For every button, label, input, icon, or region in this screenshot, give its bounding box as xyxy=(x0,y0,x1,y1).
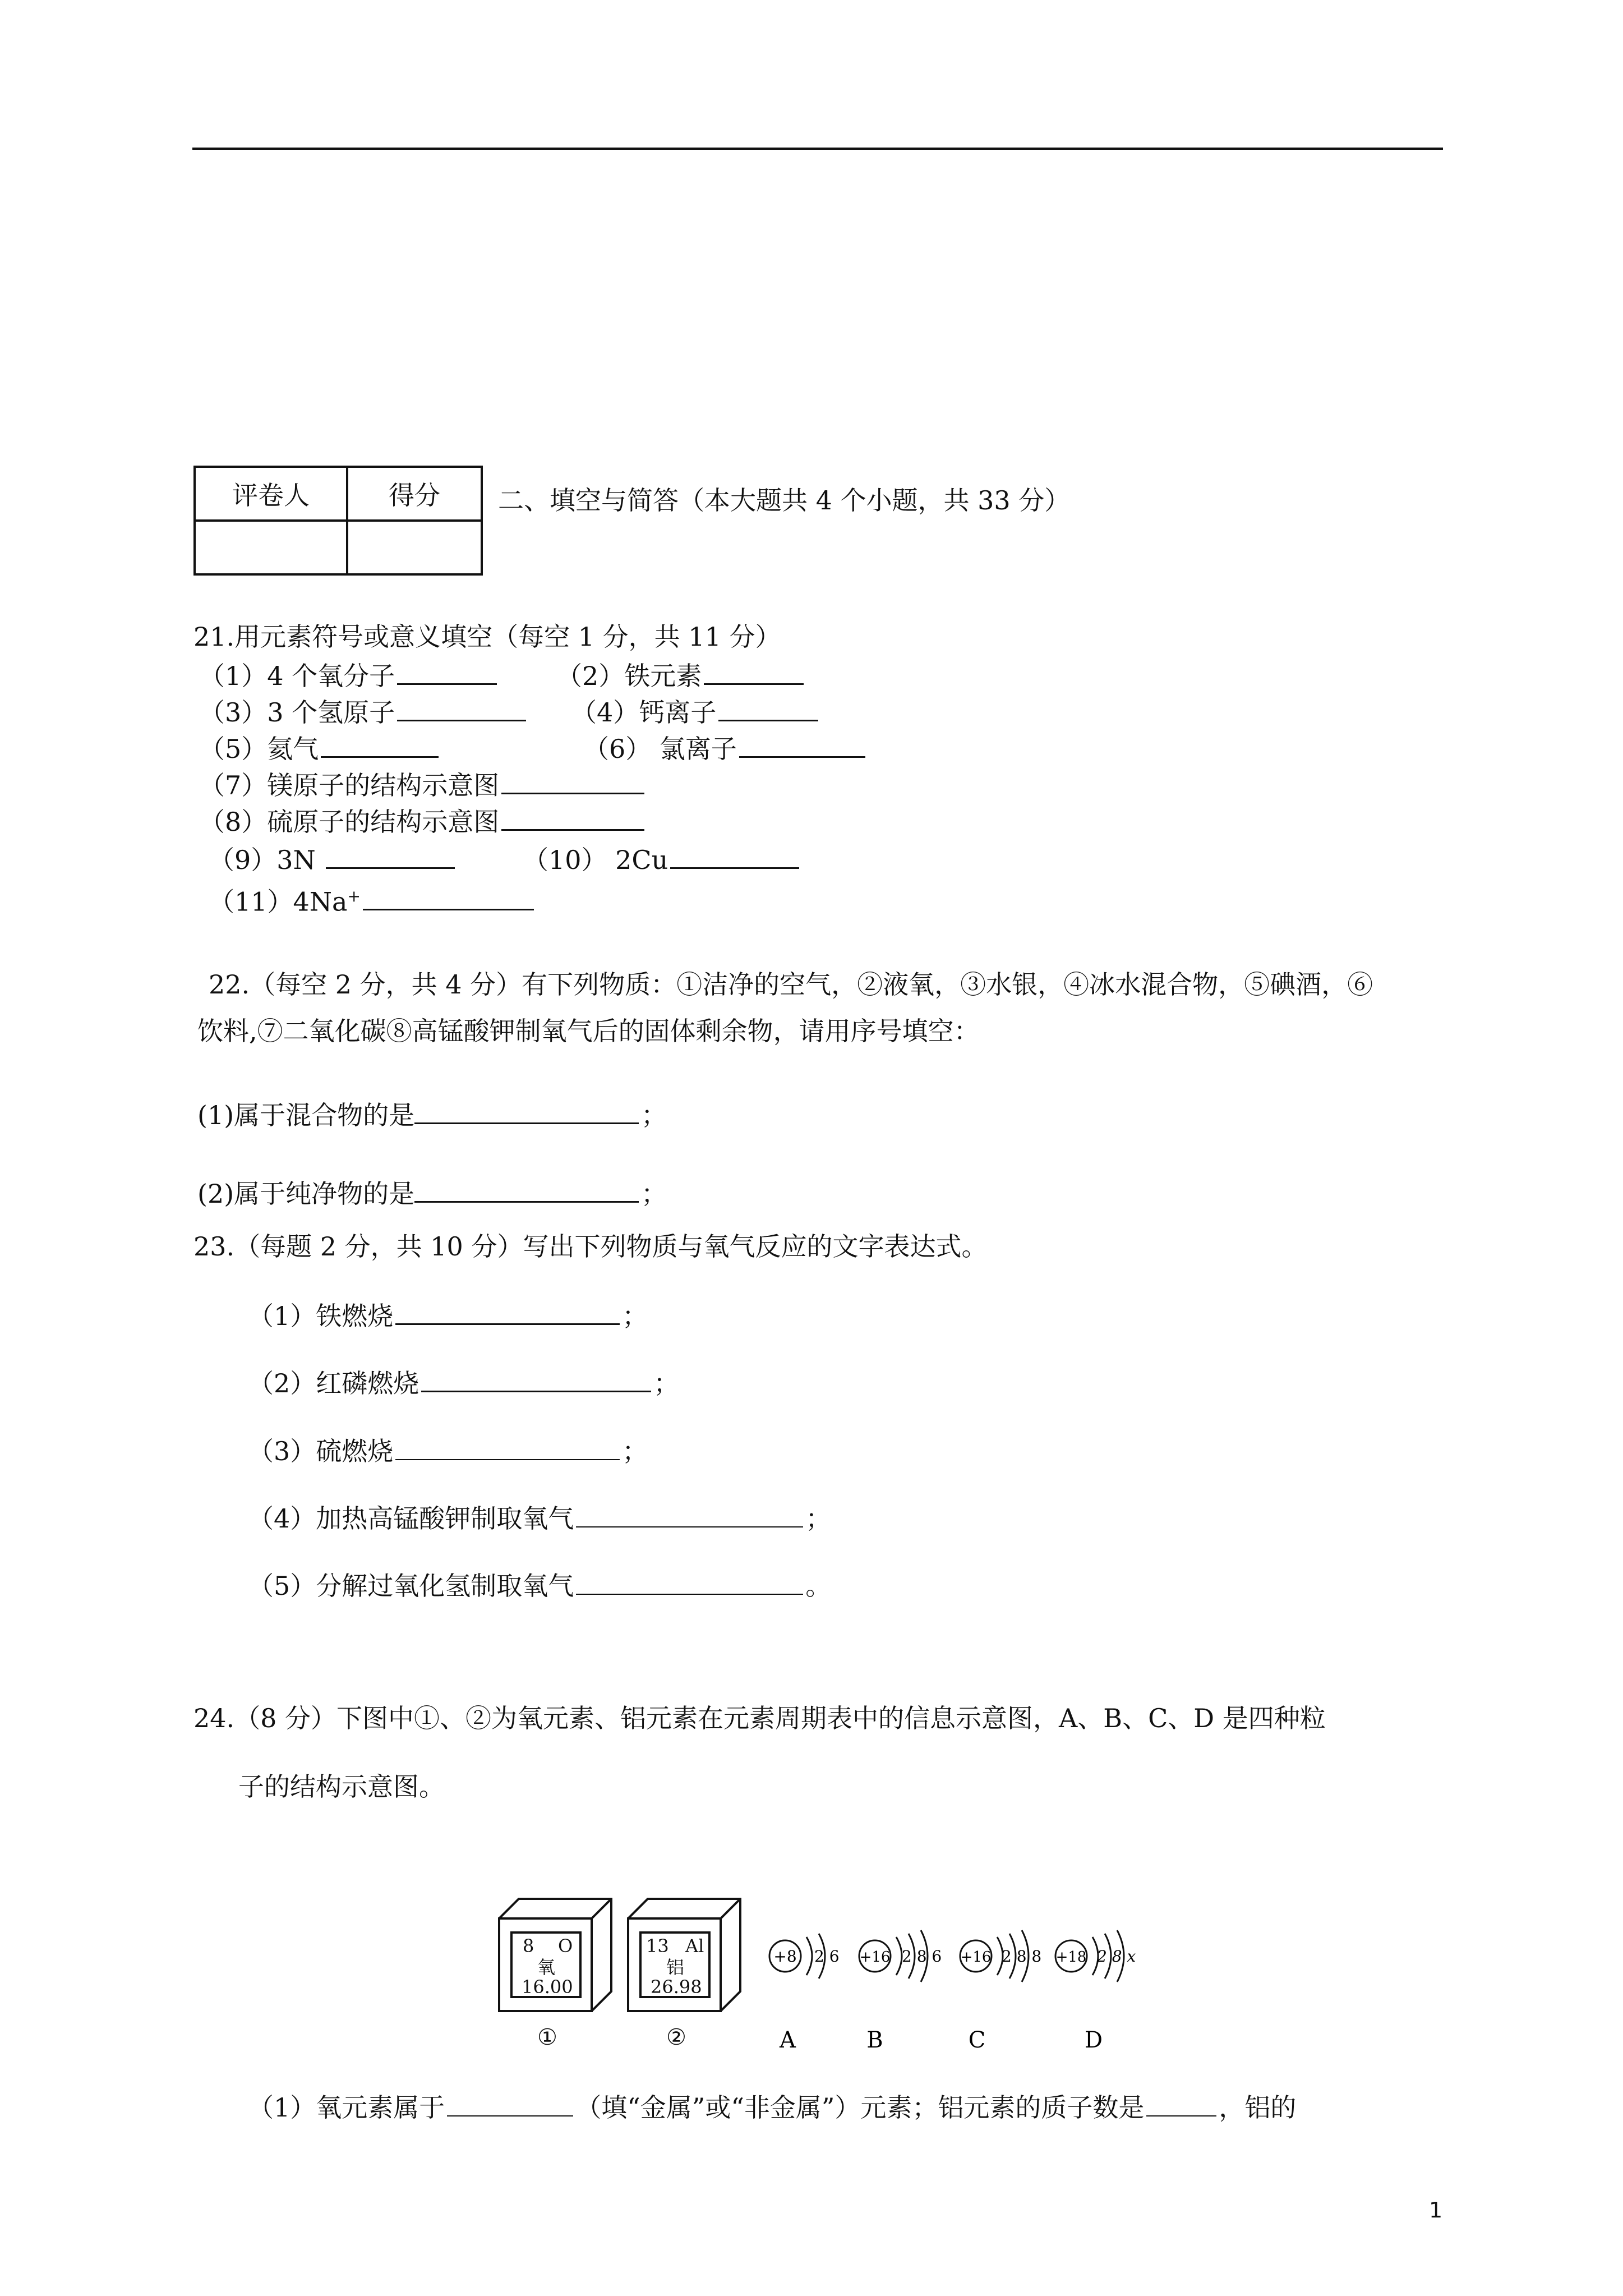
q21-item-10: （10） 2Cu xyxy=(523,841,801,877)
grader-header: 评卷人 xyxy=(195,467,347,521)
oxygen-mass: 16.00 xyxy=(522,1976,573,1998)
oxygen-symbol: O xyxy=(558,1935,573,1957)
q22-line-2: 饮料,⑦二氧化碳⑧高锰酸钾制氧气后的固体剩余物，请用序号填空： xyxy=(197,1016,980,1046)
grader-cell[interactable] xyxy=(195,521,347,574)
header-rule xyxy=(192,148,1443,150)
atom-structure-D xyxy=(1055,1930,1136,2053)
answer-blank[interactable] xyxy=(576,1568,803,1595)
answer-blank[interactable] xyxy=(321,730,439,758)
atom-C-nucleus: +16 xyxy=(960,1949,992,1966)
answer-blank[interactable] xyxy=(718,694,818,721)
answer-blank[interactable] xyxy=(739,730,865,758)
atom-A-nucleus: +8 xyxy=(773,1947,797,1966)
aluminum-mass: 26.98 xyxy=(651,1976,702,1998)
atom-C-label: C xyxy=(968,2027,986,2053)
q23-title: 23.（每题 2 分，共 10 分）写出下列物质与氧气反应的文字表达式。 xyxy=(193,1231,988,1262)
aluminum-label: ② xyxy=(666,2024,686,2050)
q22-part-2: (2)属于纯净物的是 ； xyxy=(197,1175,667,1211)
q21-item-8: （8）硫原子的结构示意图 xyxy=(199,803,647,839)
q23-item-1: （1）铁燃烧 ； xyxy=(248,1297,648,1333)
q24-part-1: （1）氧元素属于 （填“金属”或“非金属”）元素；铝元素的质子数是 ，铝的 xyxy=(248,2090,1296,2124)
q21-item-6: （6） 氯离子 xyxy=(583,730,868,766)
aluminum-symbol: Al xyxy=(685,1935,704,1957)
answer-blank[interactable] xyxy=(414,1175,639,1203)
q21-item-3: （3）3 个氢原子 xyxy=(199,694,528,729)
answer-blank[interactable] xyxy=(704,657,804,685)
score-header: 得分 xyxy=(347,467,482,521)
atom-D-nucleus: +18 xyxy=(1055,1949,1087,1966)
page-number: 1 xyxy=(1429,2198,1443,2223)
q22-part-1: (1)属于混合物的是 ； xyxy=(197,1097,667,1132)
answer-blank[interactable] xyxy=(501,803,644,831)
q21-item-2: （2）铁元素 xyxy=(556,657,806,693)
q24-line-2: 子的结构示意图。 xyxy=(238,1772,445,1802)
q24-line-1: 24.（8 分）下图中①、②为氧元素、铝元素在元素周期表中的信息示意图，A、B、C、D 是四种粒 xyxy=(193,1703,1326,1733)
atom-B-nucleus: +16 xyxy=(859,1949,891,1966)
answer-blank[interactable] xyxy=(1146,2090,1216,2116)
aluminum-atomic-number: 13 xyxy=(646,1935,669,1957)
answer-blank[interactable] xyxy=(363,883,534,910)
q21-item-7: （7）镁原子的结构示意图 xyxy=(199,767,647,802)
aluminum-name: 铝 xyxy=(666,1957,685,1978)
oxygen-label: ① xyxy=(537,2024,557,2050)
atom-structure-B xyxy=(859,1930,942,2053)
answer-blank[interactable] xyxy=(395,1433,620,1460)
answer-blank[interactable] xyxy=(397,694,526,721)
q21-item-9: （9）3N xyxy=(209,841,457,877)
periodic-table-and-atomic-structure-figure xyxy=(494,1882,1155,2062)
score-table xyxy=(193,466,483,576)
atom-structure-C xyxy=(960,1930,1041,2053)
q21-item-4: （4）钙离子 xyxy=(571,694,820,729)
answer-blank[interactable] xyxy=(397,657,497,685)
answer-blank[interactable] xyxy=(326,841,455,869)
score-cell[interactable] xyxy=(347,521,482,574)
answer-blank[interactable] xyxy=(447,2090,573,2116)
q21-title: 21.用元素符号或意义填空（每空 1 分，共 11 分） xyxy=(193,622,781,652)
q23-item-2: （2）红磷燃烧 ； xyxy=(248,1365,679,1400)
answer-blank[interactable] xyxy=(395,1297,620,1325)
atom-structure-A xyxy=(769,1934,840,2053)
q23-item-4: （4）加热高锰酸钾制取氧气 ； xyxy=(248,1501,831,1535)
q21-item-5: （5）氦气 xyxy=(199,730,441,766)
q23-item-3: （3）硫燃烧 ； xyxy=(248,1433,648,1468)
q23-item-5: （5）分解过氧化氢制取氧气 。 xyxy=(248,1568,831,1603)
answer-blank[interactable] xyxy=(670,841,799,869)
q21-item-1: （1）4 个氧分子 xyxy=(199,657,499,693)
charge-superscript: + xyxy=(347,887,361,905)
q22-line-1: 22.（每空 2 分，共 4 分）有下列物质：①洁净的空气，②液氧，③水银，④冰水混合物，⑤碘酒，⑥ xyxy=(209,969,1373,1000)
answer-blank[interactable] xyxy=(501,767,644,794)
atom-B-label: B xyxy=(866,2027,883,2053)
answer-blank[interactable] xyxy=(421,1365,651,1392)
q21-item-11: （11）4Na+ xyxy=(209,880,536,918)
answer-blank[interactable] xyxy=(414,1097,639,1124)
atom-B-shells: 2 8 6 xyxy=(902,1947,942,1966)
atom-C-shells: 2 8 8 xyxy=(1002,1947,1042,1966)
oxygen-atomic-number: 8 xyxy=(523,1935,534,1957)
atom-D-label: D xyxy=(1084,2027,1103,2053)
oxygen-name: 氧 xyxy=(537,1957,556,1978)
section-title: 二、填空与简答（本大题共 4 个小题，共 33 分） xyxy=(498,485,1071,516)
answer-blank[interactable] xyxy=(576,1501,803,1527)
atom-A-label: A xyxy=(780,2027,796,2053)
atom-D-shells: 2 8 x xyxy=(1097,1947,1136,1966)
atom-A-shells: 2 6 xyxy=(814,1947,840,1966)
